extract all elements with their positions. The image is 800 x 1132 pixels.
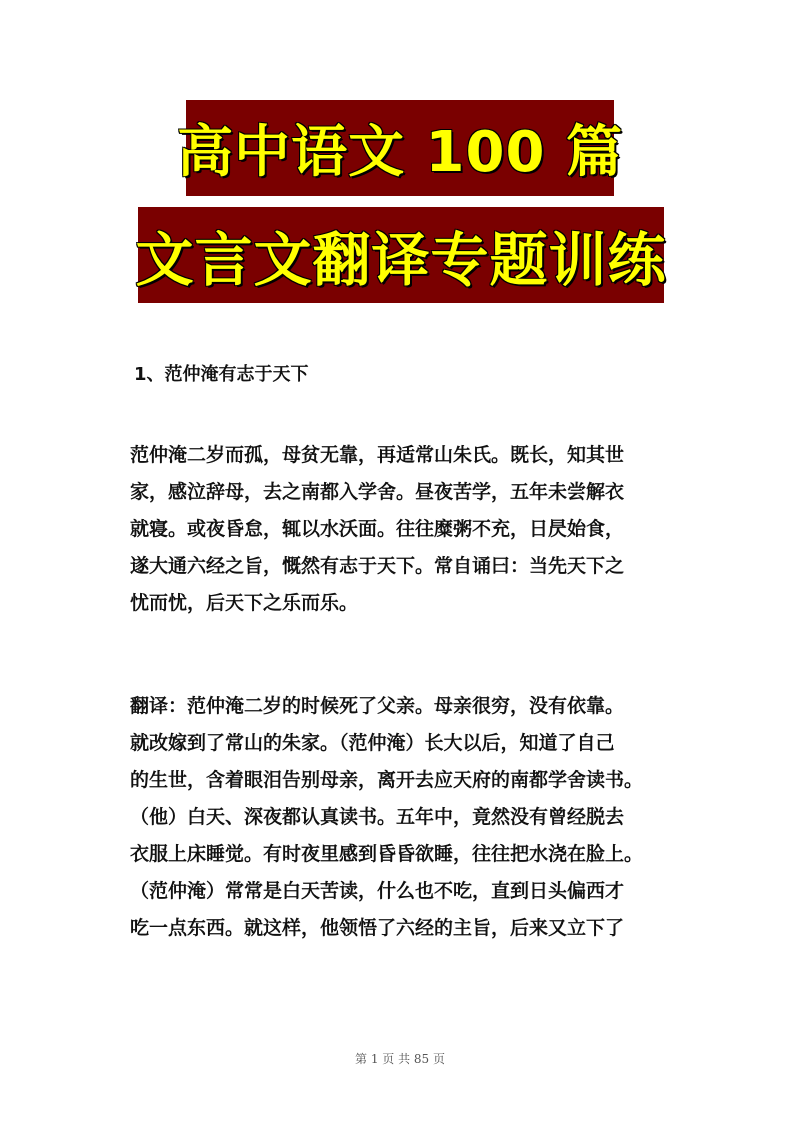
original-text-line: 范仲淹二岁而孤，母贫无靠，再适常山朱氏。既长，知其世 [130,444,625,466]
title-banner-line1 [177,100,623,196]
translation-line: 的生世，含着眼泪告别母亲，离开去应天府的南都学舍读书。 [130,769,644,792]
translation-line: 衣服上床睡觉。有时夜里感到昏昏欲睡，往往把水浇在脸上。 [130,843,644,866]
page-footer: 第 1 页 共 85 页 [355,1052,445,1066]
translation-line: 翻译：范仲淹二岁的时候死了父亲。母亲很穷，没有依靠。 [130,695,625,717]
translation-line: 就改嫁到了常山的朱家。（范仲淹）长大以后，知道了自己 [130,732,615,755]
original-text-line: 遂大通六经之旨，慨然有志于天下。常自诵曰：当先天下之 [130,555,625,578]
translation-line: 吃一点东西。就这样，他领悟了六经的主旨，后来又立下了 [130,917,625,940]
title-line2: 文言文翻译专题训练 [135,226,667,294]
section-heading: 1、范仲淹有志于天下 [134,364,309,385]
original-text-paragraph [130,437,690,622]
translation-paragraph [130,688,690,947]
title-line1: 高中语文 100 篇 [177,120,623,185]
original-text-line: 家，感泣辞母，去之南都入学舍。昼夜苦学，五年未尝解衣 [130,481,625,504]
translation-line: （范仲淹）常常是白天苦读，什么也不吃，直到日头偏西才 [130,880,625,903]
original-text-line: 忧而忧，后天下之乐而乐。 [130,592,359,615]
title-banner-line2 [135,207,667,303]
original-text-line: 就寝。或夜昏怠，辄以水沃面。往往糜粥不充，日昃始食， [130,518,625,541]
translation-line: （他）白天、深夜都认真读书。五年中，竟然没有曾经脱去 [130,806,625,829]
